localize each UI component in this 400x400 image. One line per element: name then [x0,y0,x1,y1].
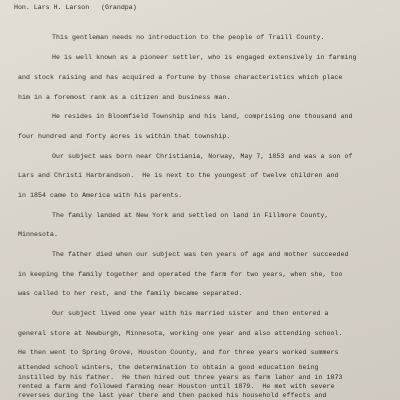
text-line: four hundred and forty acres is within that township. [18,133,231,140]
text-line: general store at Newburgh, Minnesota, working one year and also attending school. [18,330,343,337]
text-line: He is well known as a pioneer settler, who is engaged extensively in farming [52,54,357,61]
text-line: He resides in Bloomfield Township and his land, comprising one thousand and [52,113,353,120]
text-line: The father died when our subject was ten years of age and mother succeeded [52,251,349,258]
text-line: Lars and Christi Harbrandson. He is next to the youngest of twelve children and [18,172,339,179]
text-line: rented a farm and followed farming near Houston until 1879. He met with severe [18,383,335,390]
header-relation: (Grandpa) [101,4,137,11]
text-line: attended school winters, the determination to obtain a good education being [18,364,319,371]
document-header [14,4,137,11]
text-line: instilled by his father. He then hired out three years as farm labor and in 1873 [18,374,343,381]
text-line: him in a foremost rank as a citizen and business man. [18,94,231,101]
header-name: Hon. Lars H. Larson [14,4,90,11]
text-line: He then went to Spring Grove, Houston County, and for three years worked summers [18,349,339,356]
text-line: was called to her rest, and the family became separated. [18,290,243,297]
text-line: Our subject lived one year with his married sister and then entered a [52,310,329,317]
text-line: This gentleman needs no introduction to the people of Traill County. [52,34,325,41]
text-line: The family landed at New York and settled on land in Fillmore County, [52,212,329,219]
text-line: and stock raising and has acquired a fortune by those characteristics which place [18,74,343,81]
text-line: reverses during the last year there and then packed his household effects and [18,392,327,399]
text-line: in 1854 came to America with his parents. [18,192,183,199]
text-line: Our subject was born near Christiania, Norway, May 7, 1853 and was a son of [52,153,353,160]
text-line: in keeping the family together and operated the farm for two years, when she, too [18,271,343,278]
text-line: Minnesota. [18,231,59,238]
